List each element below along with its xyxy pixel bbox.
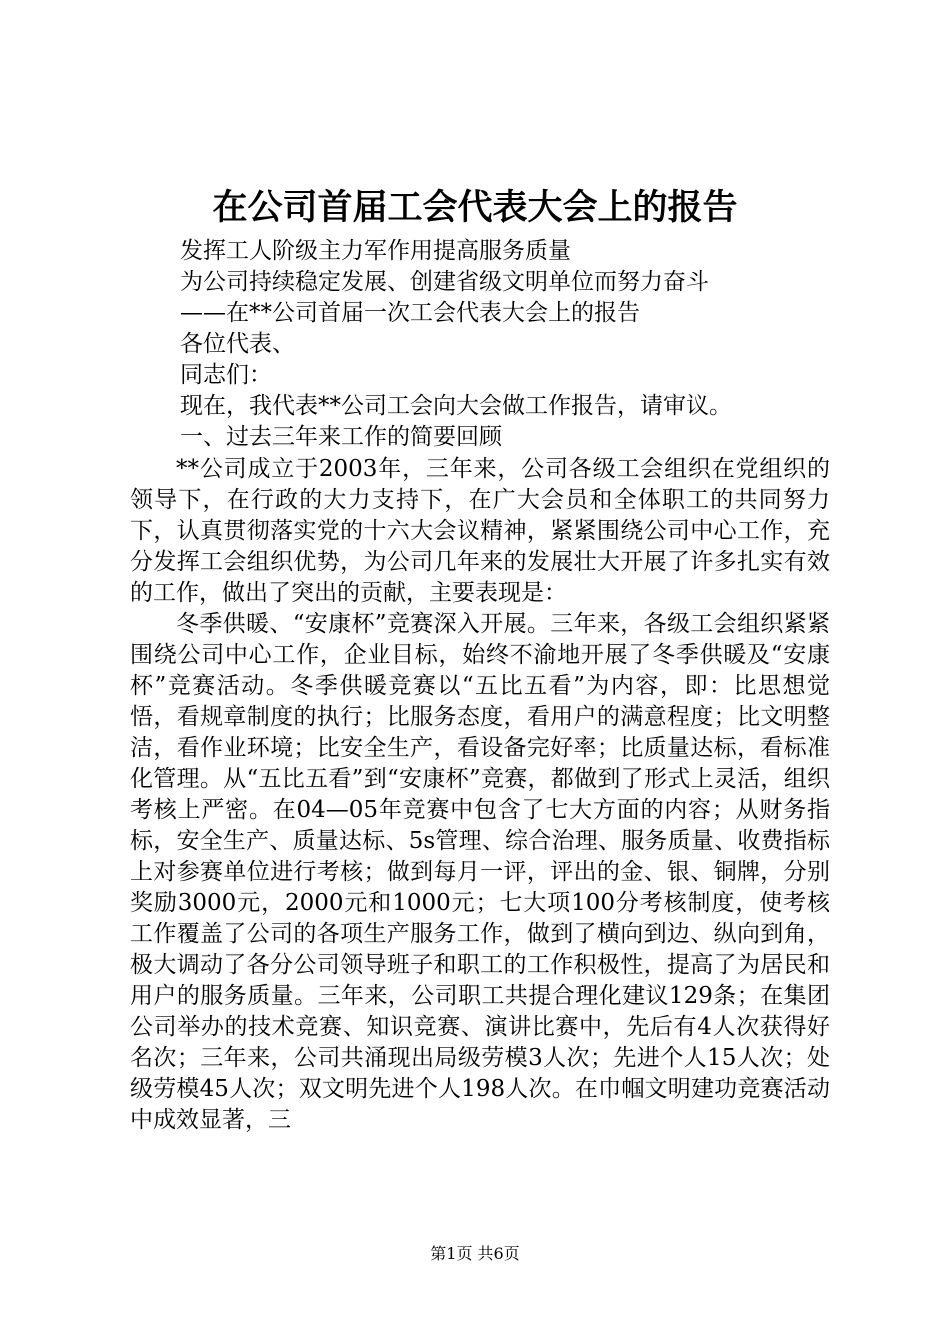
subtitle-line-2: 为公司持续稳定发展、创建省级文明单位而努力奋斗 <box>180 269 709 295</box>
salutation-line-1: 各位代表、 <box>180 331 295 357</box>
document-body <box>130 454 830 1136</box>
salutation-line-2: 同志们： <box>180 362 272 388</box>
section-heading: 一、过去三年来工作的简要回顾 <box>180 424 502 450</box>
document-header-block <box>180 236 880 453</box>
body-paragraph-1: **公司成立于2003年，三年来，公司各级工会组织在党组织的领导下，在行政的大力支持下，在广大会员和全体职工的共同努力下，认真贯彻落实党的十六大会议精神，紧紧围绕公司中心工作，充分发挥工会组织优势，为公司几年来的发展壮大开展了许多扎实有效的工作，做出了突出的贡献，主要表现是： <box>130 456 830 606</box>
page-footer: 第1页 共6页 <box>430 1244 520 1263</box>
subtitle-line-3: ——在**公司首届一次工会代表大会上的报告 <box>180 300 640 326</box>
subtitle-line-1: 发挥工人阶级主力军作用提高服务质量 <box>180 238 571 264</box>
body-paragraph-2: 冬季供暖、“安康杯”竞赛深入开展。三年来，各级工会组织紧紧围绕公司中心工作，企业目标，始终不渝地开展了冬季供暖及“安康杯”竞赛活动。冬季供暖竞赛以“五比五看”为内容，即：比思想觉悟，看规章制度的执行；比服务态度，看用户的满意程度；比文明整洁，看作业环境；比安全生产，看设备完好率；比质量达标，看标准化管理。从“五比五看”到“安康杯”竞赛，都做到了形式上灵活，组织考核上严密。在04—05年竞赛中包含了七大方面的内容；从财务指标，安全生产、质量达标、5s管理、综合治理、服务质量、收费指标上对参赛单位进行考核；做到每月一评，评出的金、银、铜牌，分别奖励3000元，2000元和1000元；七大项100分考核制度，使考核工作覆盖了公司的各项生产服务工作，做到了横向到边、纵向到角，极大调动了各分公司领导班子和职工的工作积极性，提高了为居民和用户的服务质量。三年来，公司职工共提合理化建议129条；在集团公司举办的技术竞赛、知识竞赛、演讲比赛中，先后有4人次获得好名次；三年来，公司共涌现出局级劳模3人次；先进个人15人次；处级劳模45人次；双文明先进个人198人次。在巾帼文明建功竞赛活动中成效显著，三 <box>130 611 830 1133</box>
intro-line: 现在，我代表**公司工会向大会做工作报告，请审议。 <box>180 393 732 419</box>
document-title: 在公司首届工会代表大会上的报告 <box>212 187 738 228</box>
